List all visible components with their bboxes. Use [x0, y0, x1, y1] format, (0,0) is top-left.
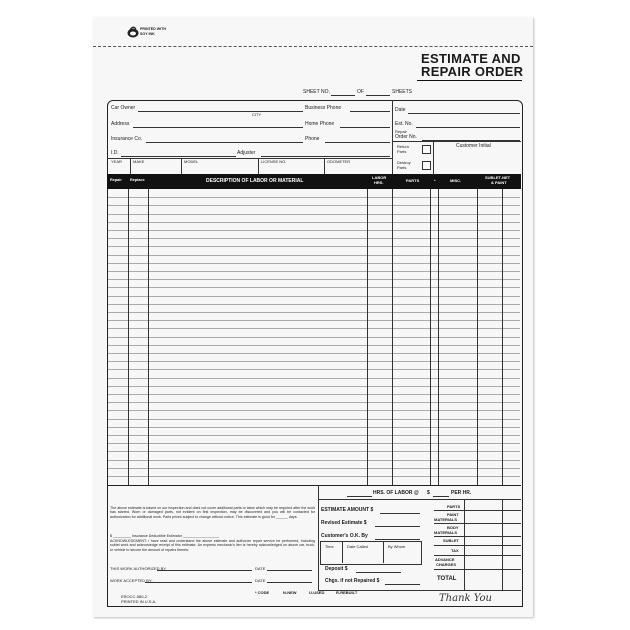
total-body-label-2: MATERIALS [434, 530, 458, 535]
sheet-of-label: OF [357, 89, 364, 95]
table-row[interactable] [108, 419, 520, 420]
accepted-date-field[interactable] [267, 582, 312, 583]
col-line-1 [128, 189, 129, 485]
totals-row-2 [434, 523, 521, 524]
totals-row-5 [434, 555, 521, 556]
make-label: MAKE [133, 159, 145, 164]
call-log-div-2 [383, 541, 384, 563]
sheet-of-line [366, 95, 390, 96]
home-phone-field[interactable] [340, 127, 390, 128]
call-log-div-1 [342, 541, 343, 563]
table-row[interactable] [108, 312, 520, 313]
total-body-label-1: BODY [447, 525, 459, 530]
table-row[interactable] [108, 476, 520, 477]
chgs-label: Chgs. if not Repaired $ [325, 578, 380, 584]
vehicle-div-1 [130, 158, 131, 174]
table-row[interactable] [108, 435, 520, 436]
total-paint-label-2: MATERIALS [434, 517, 458, 522]
return-parts-checkbox[interactable] [422, 145, 431, 154]
table-row[interactable] [108, 386, 520, 387]
date-field[interactable] [408, 113, 520, 114]
col-replace: Replace [130, 178, 145, 182]
hrs-of-labor-label: HRS. OF LABOR @ [373, 490, 419, 496]
estimate-amount-label: ESTIMATE AMOUNT $ [321, 507, 374, 513]
info-bottom-line [392, 141, 521, 142]
table-row[interactable] [108, 214, 520, 215]
car-owner-label: Car Owner [111, 105, 136, 111]
accepted-date-label: DATE [255, 578, 266, 583]
col-code: * [434, 178, 436, 183]
return-parts-label-1: Return [397, 144, 410, 149]
est-no-label: Est. No. [395, 121, 413, 127]
col-sublet-1: SUBLET-NET [485, 175, 511, 180]
phone-label: Phone [305, 136, 320, 142]
sheet-no-line [331, 95, 355, 96]
year-label: YEAR [111, 159, 122, 164]
insurance-co-label: Insurance Co. [111, 136, 143, 142]
chgs-field[interactable] [385, 584, 420, 585]
col-misc: MISC. [450, 178, 462, 183]
repair-order-label-2: Order No. [395, 134, 417, 140]
destroy-parts-checkbox[interactable] [422, 161, 431, 170]
est-no-field[interactable] [416, 127, 520, 128]
totals-row-6 [434, 569, 521, 570]
authorized-by-label: THIS WORK AUTHORIZED BY [110, 566, 167, 571]
table-row[interactable] [108, 304, 520, 305]
table-row[interactable] [108, 378, 520, 379]
customer-ok-label: Customer's O.K. By [321, 533, 368, 539]
authorized-by-field[interactable] [157, 570, 252, 571]
code-new-label: N-NEW [283, 590, 297, 595]
address-label: Address [111, 121, 130, 127]
totals-row-1 [434, 510, 521, 511]
col-line-6 [438, 189, 439, 485]
estimate-amount-field[interactable] [380, 513, 420, 514]
col-line-7 [477, 189, 478, 485]
table-row[interactable] [108, 263, 520, 264]
perforation-line [93, 46, 533, 47]
home-phone-label: Home Phone [305, 121, 335, 127]
soybean-icon [126, 25, 140, 39]
model-label: MODEL [184, 159, 199, 164]
authorized-date-field[interactable] [267, 570, 312, 571]
total-advance-label-1: ADVANCE [435, 557, 455, 562]
accepted-by-label: WORK ACCEPTED BY: [110, 578, 153, 583]
hrs-row-bottom [318, 499, 521, 500]
col-repair: Repair [110, 178, 122, 182]
revised-estimate-label: Revised Estimate $ [321, 520, 367, 526]
totals-row-3 [434, 536, 521, 537]
total-paint-label-1: PAINT [447, 512, 459, 517]
table-row[interactable] [108, 271, 520, 272]
authorized-date-label: DATE [255, 566, 266, 571]
total-parts-label: PARTS [447, 504, 461, 509]
accepted-by-field[interactable] [145, 582, 252, 583]
table-row[interactable] [108, 238, 520, 239]
title-underline [417, 80, 522, 81]
id-field[interactable] [121, 156, 236, 157]
table-row[interactable] [108, 337, 520, 338]
total-label: TOTAL [437, 576, 457, 582]
return-parts-label-2: Parts [397, 149, 407, 154]
col-line-4 [392, 189, 393, 485]
col-sublet-2: & PAINT [491, 180, 507, 185]
call-log-box [320, 541, 422, 565]
customer-initial-label: Customer Initial [456, 143, 491, 149]
sheets-label: SHEETS [392, 89, 413, 95]
total-advance-label-2: CHARGES [436, 562, 457, 567]
deposit-label: Deposit $ [325, 566, 348, 572]
vehicle-div-4 [324, 158, 325, 174]
total-sublet-label: SUBLET [443, 538, 459, 543]
disclaimer-p1: The above estimate is based on our inspection and does not cover additional parts or labor which may be required after the work has started. Worn or damaged parts, not evident on first inspection, may be discovered and you will be contacted for authorization for additional work. Parts prices subject to change without notice. This estimate is good for ______ days. [110, 506, 315, 519]
col-line-2 [148, 189, 149, 485]
per-hr-label: PER HR. [451, 490, 472, 496]
code-rebuilt-label: R-REBUILT [336, 590, 358, 595]
table-row[interactable] [108, 427, 520, 428]
city-label: CITY [252, 112, 262, 117]
col-line-3 [367, 189, 368, 485]
table-row[interactable] [108, 460, 520, 461]
table-row[interactable] [108, 369, 520, 370]
customer-ok-field[interactable] [375, 539, 420, 540]
table-row[interactable] [108, 410, 520, 411]
table-row[interactable] [108, 361, 520, 362]
table-row[interactable] [108, 230, 520, 231]
code-star-label: * CODE [255, 590, 270, 595]
hrs-field[interactable] [347, 496, 372, 497]
col-line-8 [502, 189, 503, 485]
soy-ink-logo [126, 24, 176, 40]
total-tax-label: TAX [451, 548, 459, 553]
totals-row-4 [434, 545, 521, 546]
insurance-line: $ _________ Insurance Deductible Estimator __________________ [110, 534, 219, 538]
table-row[interactable] [108, 246, 520, 247]
table-row[interactable] [108, 451, 520, 452]
table-row[interactable] [108, 345, 520, 346]
form-number: EROCC-580-2 [121, 594, 148, 599]
thank-you-script: Thank You [439, 593, 492, 604]
insurance-co-field[interactable] [146, 142, 303, 143]
odometer-label: ODOMETER [327, 159, 351, 164]
destroy-parts-label-2: Parts [397, 165, 407, 170]
disclaimer-p2: ACKNOWLEDGMENT: I have read and understand the above estimate and authorize repair service be performed, including sublet work and acknowledge receipt of this estimate. An express mechanic's lien is hereby acknowledged on above car, truck, or vehicle to secure the amount of repairs thereto. [110, 539, 315, 552]
license-label: LICENSE NO. [261, 159, 287, 164]
table-bottom [107, 485, 521, 486]
repair-order-label-1: Repair [395, 129, 407, 134]
logo-text: PRINTED WITH SOY INK [140, 27, 166, 36]
address-field[interactable] [133, 127, 303, 128]
by-whom-label: By Whom [388, 544, 406, 549]
sheet-no-label: SHEET NO. [303, 89, 330, 95]
deposit-field[interactable] [356, 572, 401, 573]
table-row[interactable] [108, 205, 520, 206]
date-called-label: Date Called [347, 544, 368, 549]
phone-field[interactable] [325, 142, 390, 143]
date-label: Date [395, 107, 406, 113]
col-line-5 [430, 189, 431, 485]
col-parts: PARTS [406, 178, 420, 183]
table-row[interactable] [108, 296, 520, 297]
title-line-1: ESTIMATE AND [421, 51, 521, 66]
rate-field[interactable] [433, 496, 449, 497]
car-owner-field[interactable] [138, 111, 303, 112]
table-row[interactable] [108, 468, 520, 469]
table-row[interactable] [108, 328, 520, 329]
adjuster-label: Adjuster [237, 150, 256, 156]
table-row[interactable] [108, 320, 520, 321]
vehicle-div-3 [258, 158, 259, 174]
bottom-divider [318, 485, 319, 590]
vehicle-div-2 [181, 158, 182, 174]
id-label: I.D. [111, 150, 119, 156]
adjuster-field[interactable] [261, 156, 390, 157]
table-row[interactable] [108, 279, 520, 280]
table-row[interactable] [108, 287, 520, 288]
col-description: DESCRIPTION OF LABOR OR MATERIAL [206, 178, 304, 184]
table-row[interactable] [108, 255, 520, 256]
col-labor-2: HRS. [374, 180, 384, 185]
table-row[interactable] [108, 402, 520, 403]
checkbox-divider [433, 141, 434, 174]
destroy-parts-label-1: Destroy [397, 160, 411, 165]
table-row[interactable] [108, 353, 520, 354]
table-row[interactable] [108, 394, 520, 395]
table-row[interactable] [108, 443, 520, 444]
time-label: Time [325, 544, 334, 549]
code-used-label: U-USED [309, 590, 325, 595]
table-row[interactable] [108, 197, 520, 198]
title-line-2: REPAIR ORDER [421, 64, 524, 79]
right-info-divider [392, 100, 393, 174]
revised-estimate-field[interactable] [375, 526, 420, 527]
business-phone-field[interactable] [350, 111, 390, 112]
printed-in-usa: PRINTED IN U.S.A. [121, 599, 157, 604]
col-labor-1: LABOR [372, 175, 387, 180]
dollar-label: $ [427, 490, 430, 496]
business-phone-label: Business Phone [305, 105, 342, 111]
table-row[interactable] [108, 222, 520, 223]
